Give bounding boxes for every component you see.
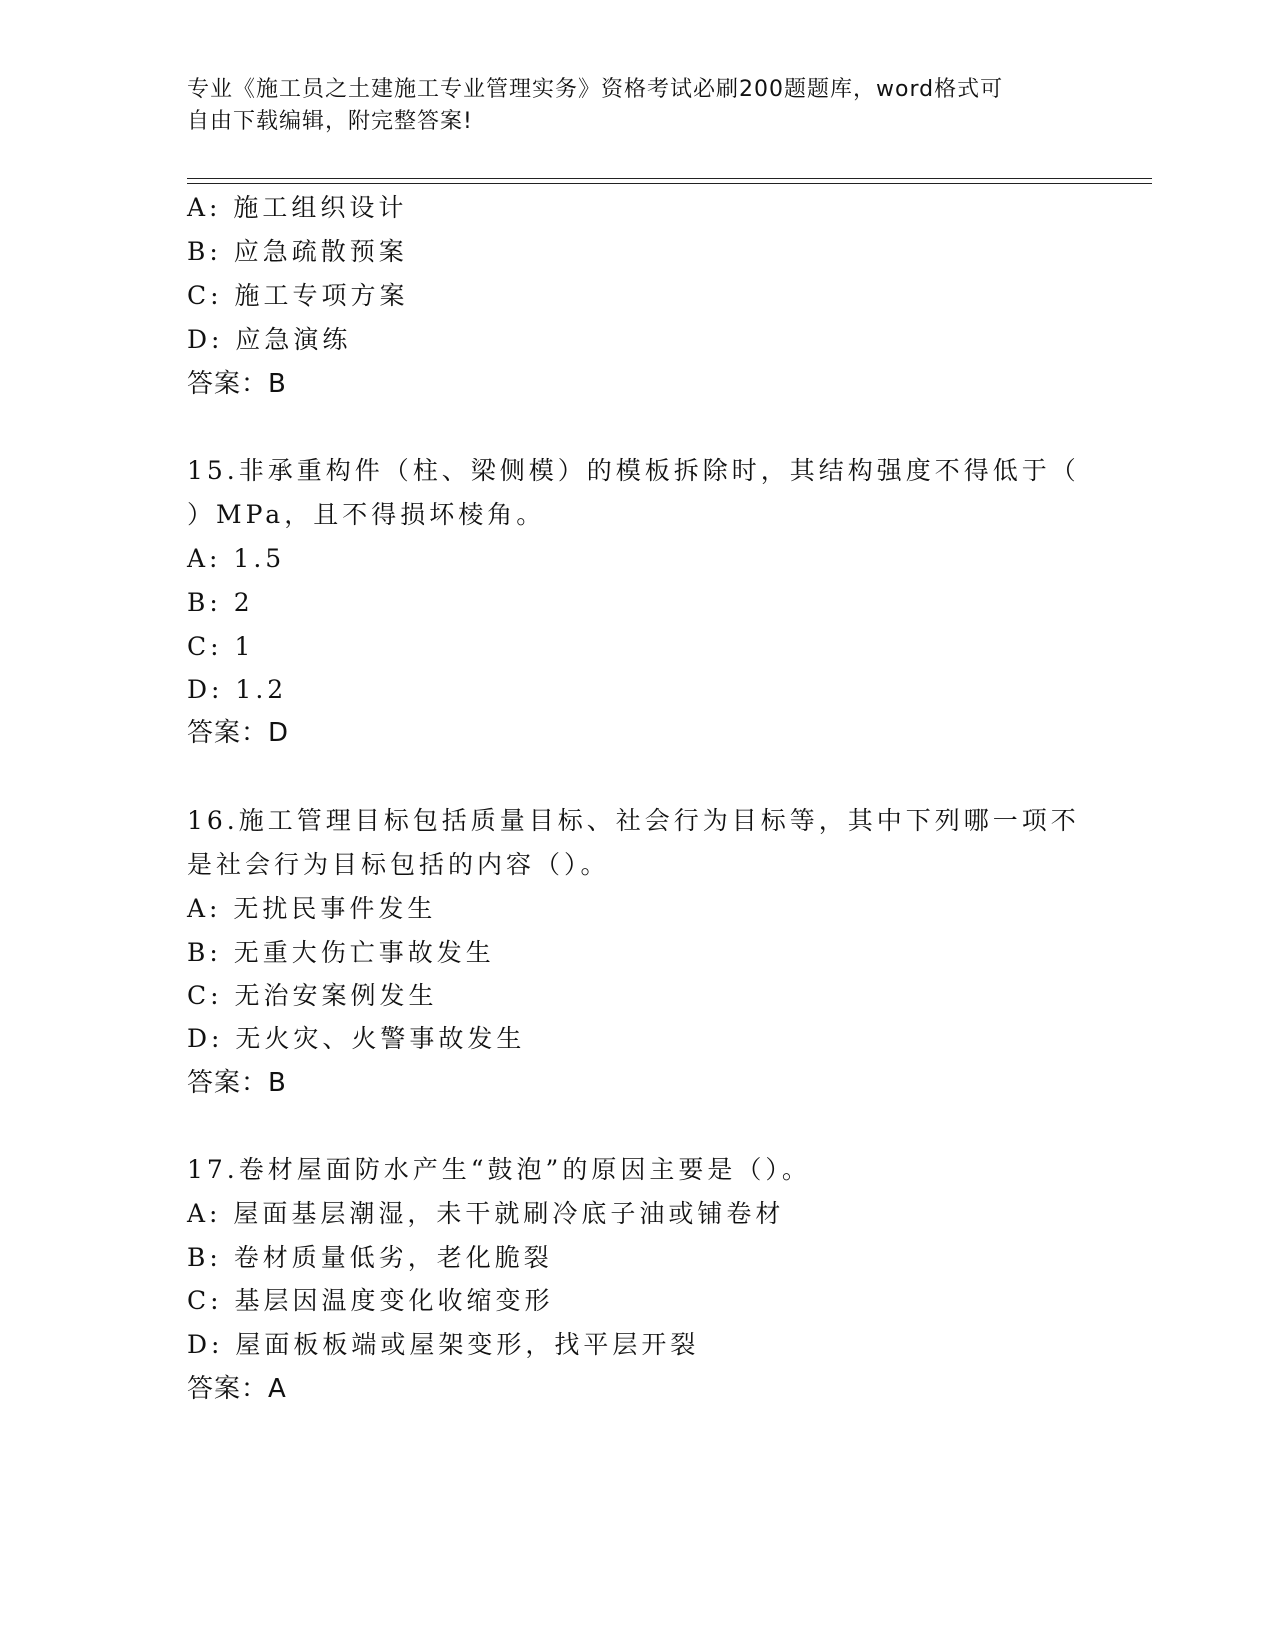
q17-answer: 答案：A [187,1374,287,1404]
q14-option-d: D: 应急演练 [187,325,352,354]
q17-option-d: D: 屋面板板端或屋架变形，找平层开裂 [187,1330,700,1359]
q16-option-c: C: 无治安案例发生 [187,981,438,1010]
q16-answer: 答案：B [187,1068,287,1098]
header-divider-top [187,178,1152,179]
header-title-line-1: 专业《施工员之土建施工专业管理实务》资格考试必刷200题题库，word格式可 [187,77,1004,102]
q17-option-b: B: 卷材质量低劣，老化脆裂 [187,1243,553,1272]
header-divider-bottom [187,183,1152,184]
q14-option-c: C: 施工专项方案 [187,281,409,310]
q17-option-a: A: 屋面基层潮湿，未干就刷冷底子油或铺卷材 [187,1199,785,1228]
q16-option-d: D: 无火灾、火警事故发生 [187,1024,526,1053]
q17-stem-line-1: 17.卷材屋面防水产生“鼓泡”的原因主要是（）。 [187,1155,811,1184]
q15-option-c: C: 1 [187,632,255,661]
q16-stem-line-2: 是社会行为目标包括的内容（）。 [187,850,610,879]
q15-stem-line-2: ）MPa，且不得损坏棱角。 [187,500,546,529]
q16-option-b: B: 无重大伤亡事故发生 [187,938,495,967]
q15-option-d: D: 1.2 [187,675,288,704]
q14-answer: 答案：B [187,369,287,399]
q15-answer: 答案：D [187,718,290,748]
q15-option-b: B: 2 [187,588,254,617]
q14-option-b: B: 应急疏散预案 [187,237,408,266]
q14-option-a: A: 施工组织设计 [187,193,408,222]
q17-option-c: C: 基层因温度变化收缩变形 [187,1286,554,1315]
header-title-line-2: 自由下载编辑，附完整答案! [187,109,473,134]
document-header [187,74,1087,138]
q15-stem-line-1: 15.非承重构件（柱、梁侧模）的模板拆除时，其结构强度不得低于（ [187,456,1080,485]
q15-option-a: A: 1.5 [187,544,286,573]
q16-stem-line-1: 16.施工管理目标包括质量目标、社会行为目标等，其中下列哪一项不 [187,806,1080,835]
q16-option-a: A: 无扰民事件发生 [187,894,437,923]
